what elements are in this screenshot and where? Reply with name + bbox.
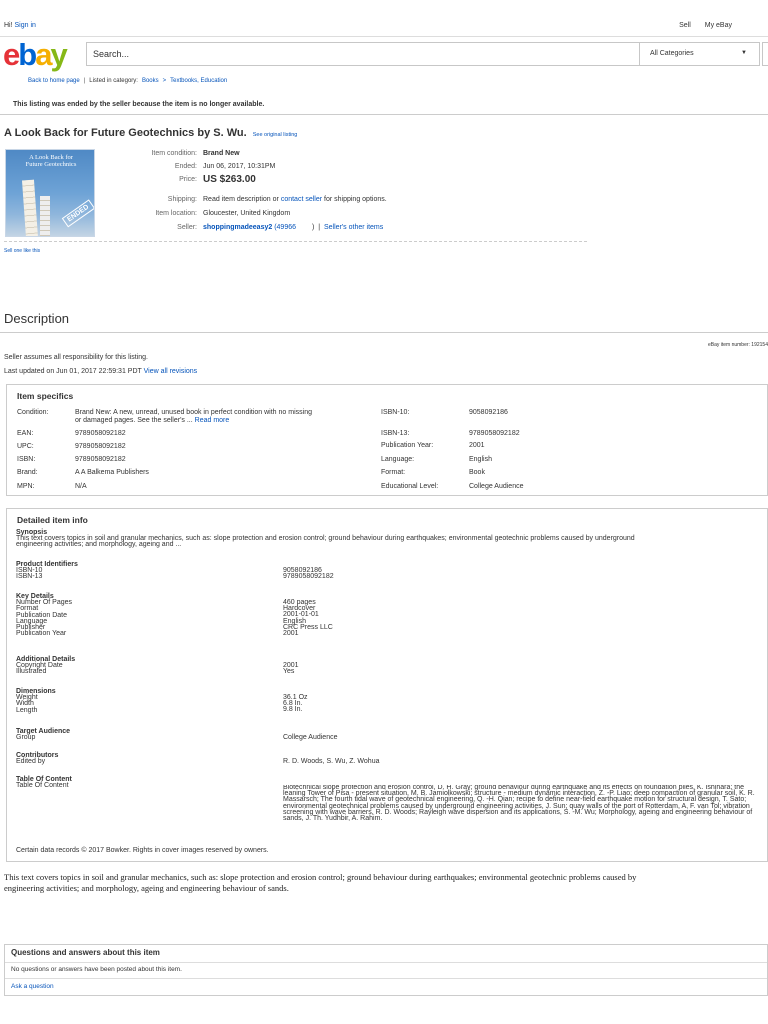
- detail-label: Publication Date: [16, 611, 67, 619]
- additional-details-values: [283, 663, 299, 675]
- location-value: Gloucester, United Kingdom: [203, 210, 291, 217]
- synopsis-heading: Synopsis: [16, 529, 48, 536]
- key-details-section: [16, 594, 72, 637]
- spec-label: Format:: [381, 469, 406, 476]
- item-title: [4, 127, 297, 139]
- detailed-item-info-heading: Detailed item info: [17, 515, 88, 525]
- spec-label: Educational Level:: [381, 483, 439, 490]
- detail-label: Weight: [16, 694, 38, 702]
- building-graphic: [40, 196, 50, 237]
- spec-value: 9789058092182: [469, 430, 520, 437]
- divider: [0, 114, 768, 115]
- detail-label: Table Of Content: [16, 782, 69, 790]
- condition-value: Brand New: [203, 150, 240, 157]
- ebay-item-number: eBay item number: 192154: [707, 342, 768, 348]
- detail-value: 9789058092182: [283, 573, 334, 581]
- detail-value: Yes: [283, 668, 295, 676]
- search-button[interactable]: [762, 42, 768, 66]
- category-books-link[interactable]: Books: [141, 78, 159, 84]
- detail-value: 2001: [283, 662, 299, 669]
- dimensions-values: [283, 695, 308, 714]
- detail-value: 2001: [283, 630, 299, 638]
- detail-label: Width: [16, 700, 34, 708]
- detail-label: Copyright Date: [16, 662, 63, 670]
- description-line: engineering activities; and morphology, ageing and engineering behaviour of sands.: [4, 883, 289, 893]
- section-heading: Table Of Content: [16, 776, 72, 783]
- table-of-content-value: Biotechnical slope protection and erosion control, D. H. Gray; ground behaviour during earthquake and its effects on foundation piles, K. Ishihara; the leaning Tower of Pisa - present situation, M. B. Jamiolkowski; structure - medium dynamic interaction, Z. -P. Liao; deep compaction of granular soil, K. R. Massarsch; The fourth tidal wave of geotechnical engineering, Q. -H. Qian; recipe to define near-field earthquake motion for structural design, T. Sato; environmental geotechnical problems caused by underground engineering activities, J. Sun; quay walls of the port of Rotterdam, A. F. van Tol; vibration screening with wave barriers, R. D. Woods; Rayleigh wave dispersion and its applications, S. -M. Wu; Morphology, ageing and engineering behaviour of sands, J. Th. Yudhbir, A. Rahim.: [283, 785, 755, 823]
- read-more-link[interactable]: Read more: [194, 417, 230, 424]
- section-heading: Dimensions: [16, 688, 56, 695]
- spec-value: N/A: [75, 483, 87, 490]
- spec-label: Publication Year:: [381, 442, 434, 449]
- price-value: US $263.00: [203, 174, 256, 185]
- divider: [0, 332, 768, 333]
- section-heading: Target Audience: [16, 728, 71, 735]
- ended-stamp: ENDED: [62, 200, 95, 228]
- greeting-text: Hi!: [4, 22, 13, 29]
- chevron-down-icon: ▼: [741, 50, 747, 56]
- detail-value: 9058092186: [283, 567, 322, 574]
- seller-separator: |: [318, 224, 321, 231]
- detail-label: Illustrated: [16, 668, 47, 676]
- detail-value: English: [283, 617, 306, 625]
- contributors-section: [16, 753, 58, 765]
- detail-label: Publisher: [16, 624, 46, 632]
- condition-label: Item condition:: [151, 150, 197, 157]
- item-image[interactable]: [5, 149, 95, 237]
- contact-seller-link[interactable]: contact seller: [280, 196, 323, 203]
- synopsis-section: [16, 530, 768, 549]
- breadcrumb-separator: >: [162, 78, 167, 84]
- spec-value: 9789058092182: [75, 430, 126, 437]
- item-title-text: A Look Back for Future Geotechnics by S. Wu.: [4, 127, 247, 139]
- top-right-links: [679, 22, 732, 29]
- spec-label: ISBN-10:: [381, 409, 410, 416]
- cover-title: A Look Back for Future Geotechnics: [25, 154, 77, 168]
- detail-value: CRC Press LLC: [283, 623, 333, 631]
- ended-label: Ended:: [174, 163, 197, 170]
- spec-label: ISBN-13:: [381, 430, 410, 437]
- contributors-values: [283, 759, 379, 765]
- listing-ended-notice: This listing was ended by the seller because the item is no longer available.: [13, 101, 265, 108]
- spec-value: 2001: [469, 442, 485, 449]
- detail-label: Format: [16, 605, 39, 613]
- detail-label: Language: [16, 617, 48, 625]
- seller-other-items-link[interactable]: Seller's other items: [323, 224, 384, 231]
- price-label: Price:: [179, 176, 197, 183]
- spec-value: College Audience: [469, 483, 524, 490]
- seller-name-link[interactable]: shoppingmadeeasy2: [203, 224, 273, 231]
- copyright-notice: Certain data records © 2017 Bowker. Rights in cover images reserved by owners.: [16, 847, 269, 854]
- spec-label: Brand:: [17, 469, 38, 476]
- seller-description: [4, 872, 768, 894]
- detail-value: 2001-01-01: [283, 611, 319, 619]
- last-updated: [4, 368, 197, 375]
- spec-value: English: [469, 456, 492, 463]
- shipping-text: Read item description or: [203, 196, 279, 203]
- seller-responsibility-text: Seller assumes all responsibility for this listing.: [4, 354, 148, 361]
- spec-label: Language:: [381, 456, 415, 463]
- divider: [5, 962, 767, 963]
- spec-label: UPC:: [17, 443, 34, 450]
- last-updated-value: Jun 01, 2017 22:59:31 PDT: [56, 368, 142, 375]
- detail-value: 9.8 In.: [283, 706, 303, 714]
- ended-value: Jun 06, 2017, 10:31PM: [203, 163, 276, 170]
- spec-value: 9789058092182: [75, 443, 126, 450]
- detail-label: Group: [16, 734, 36, 742]
- qa-empty-text: No questions or answers have been posted about this item.: [11, 966, 182, 973]
- spec-value: A A Balkema Publishers: [75, 469, 149, 476]
- synopsis-line: This text covers topics in soil and granular mechanics, such as: slope protection and erosion control; ground behaviour during earthquakes; environmental geotechnic problems caused by underground: [16, 535, 635, 543]
- spec-label: Condition:: [17, 409, 49, 416]
- ask-question-link[interactable]: Ask a question: [11, 983, 54, 990]
- seller-label: Seller:: [177, 224, 197, 231]
- qa-heading: Questions and answers about this item: [11, 948, 160, 957]
- shipping-label: Shipping:: [167, 196, 197, 203]
- detail-label: Length: [16, 706, 38, 714]
- tower-graphic: [22, 180, 38, 237]
- section-heading: Contributors: [16, 752, 59, 759]
- ebay-logo[interactable]: ebay: [3, 37, 66, 72]
- detail-value: 6.8 In.: [283, 700, 303, 708]
- spec-label: EAN:: [17, 430, 34, 437]
- sell-link[interactable]: Sell: [679, 22, 691, 29]
- top-bar: [0, 0, 768, 38]
- section-heading: Additional Details: [16, 656, 76, 663]
- my-ebay-link[interactable]: My eBay: [704, 22, 732, 29]
- category-select-value: All Categories: [650, 50, 694, 57]
- listed-in-label: Listed in category:: [89, 78, 138, 84]
- spec-label: ISBN:: [17, 456, 36, 463]
- detail-label: ISBN-13: [16, 573, 43, 581]
- dashed-divider: [4, 241, 587, 242]
- breadcrumb: Back to home page | Listed in category: Books > Textbooks, Education: [28, 78, 228, 84]
- item-specifics-box: [6, 384, 768, 496]
- detail-label: Number Of Pages: [16, 599, 73, 607]
- spec-label: MPN:: [17, 483, 35, 490]
- description-heading: Description: [4, 311, 70, 326]
- detail-label: Edited by: [16, 758, 46, 766]
- detail-value: 460 pages: [283, 599, 316, 606]
- section-heading: Key Details: [16, 593, 54, 600]
- sell-one-like-this-link[interactable]: Sell one like this: [4, 248, 41, 254]
- product-identifiers-values: [283, 568, 334, 580]
- detail-value: Hardcover: [283, 605, 316, 613]
- location-label: Item location:: [155, 210, 197, 217]
- spec-value: [75, 417, 229, 424]
- see-original-listing-link[interactable]: See original listing: [252, 132, 298, 138]
- spec-value: Brand New: A new, unread, unused book in perfect condition with no missing: [75, 409, 312, 416]
- synopsis-line: engineering activities; and morphology, ageing and ...: [16, 541, 182, 549]
- shipping-text-end: for shipping options.: [324, 196, 387, 203]
- sign-in-link[interactable]: Sign in: [14, 22, 36, 29]
- spec-value: Book: [469, 469, 485, 476]
- last-updated-label: Last updated on: [4, 368, 55, 375]
- back-home-link[interactable]: Back to home page: [28, 78, 80, 84]
- product-identifiers-section: [16, 562, 78, 581]
- detail-value: College Audience: [283, 734, 338, 741]
- item-specifics-heading: Item specifics: [17, 391, 74, 401]
- greeting: [4, 22, 36, 29]
- target-audience-section: [16, 729, 70, 741]
- category-select[interactable]: [639, 43, 759, 65]
- detail-label: ISBN-10: [16, 567, 43, 575]
- detail-label: Publication Year: [16, 630, 67, 638]
- spec-value-text: or damaged pages. See the seller's ...: [75, 417, 193, 424]
- category-textbooks-link[interactable]: Textbooks, Education: [170, 78, 228, 84]
- target-audience-values: [283, 735, 338, 741]
- seller-feedback-score[interactable]: (49966: [274, 224, 296, 231]
- spec-value: 9058092186: [469, 409, 508, 416]
- table-of-content-section: [16, 777, 72, 789]
- search-bar: [86, 42, 760, 66]
- seller-feedback-close: ): [312, 224, 315, 231]
- dimensions-section: [16, 689, 56, 714]
- view-revisions-link[interactable]: View all revisions: [143, 368, 198, 375]
- divider: [5, 978, 767, 979]
- spec-value: 9789058092182: [75, 456, 126, 463]
- search-input[interactable]: [87, 43, 639, 65]
- detail-value: R. D. Woods, S. Wu, Z. Wohua: [283, 758, 380, 765]
- additional-details-section: [16, 657, 75, 676]
- detail-value: 36.1 Oz: [283, 694, 308, 701]
- top-divider: [0, 36, 768, 37]
- section-heading: Product Identifiers: [16, 561, 78, 568]
- key-details-values: [283, 600, 333, 637]
- description-line: This text covers topics in soil and granular mechanics, such as: slope protection and erosion control; ground behaviour during earthquakes; environmental geotechnic problems caused by: [4, 872, 637, 882]
- questions-answers-box: [4, 944, 768, 996]
